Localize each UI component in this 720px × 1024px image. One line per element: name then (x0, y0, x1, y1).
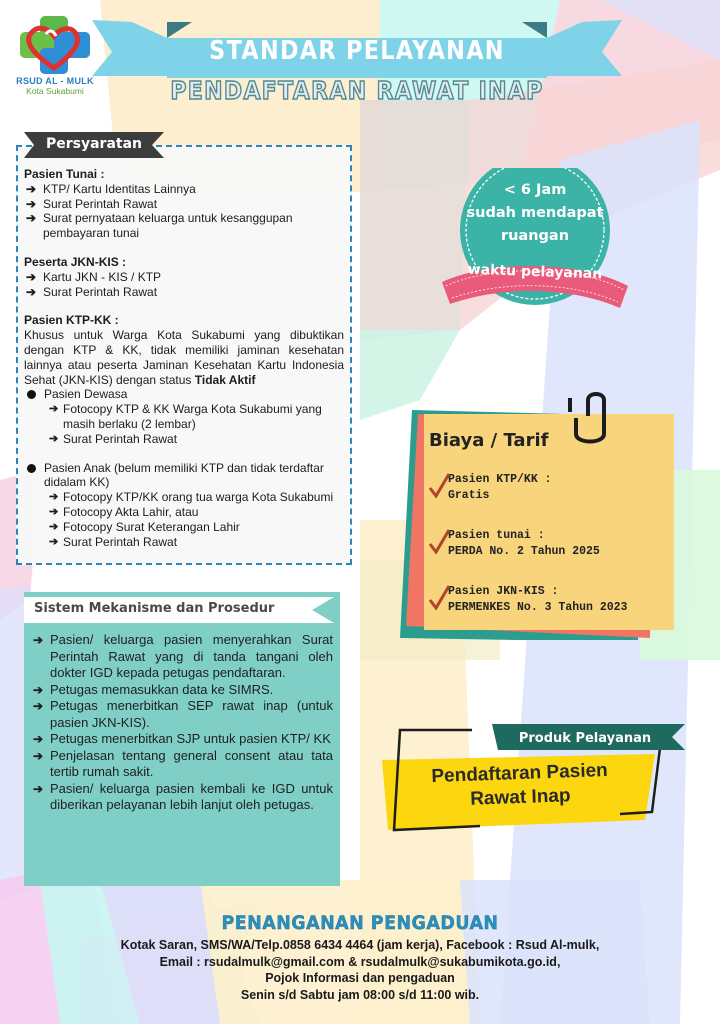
list-item: ➔ Fotocopy KTP & KK Warga Kota Sukabumi yang masih berlaku (2 lembar) (49, 402, 322, 431)
badge-line-3: ruangan (500, 228, 570, 244)
badge-line-1: < 6 Jam (503, 182, 567, 198)
product-title: Pendaftaran Pasien Rawat Inap (431, 759, 609, 810)
arrow-right-icon: ➔ (33, 732, 44, 746)
complaint-title: PENANGANAN PENGADUAN (221, 912, 499, 934)
list-item: ➔ Fotocopy KTP/KK orang tua warga Kota Sukabumi (49, 490, 334, 505)
ktpkk-title: Pasien KTP-KK : (24, 313, 119, 328)
paperclip-icon (568, 390, 618, 450)
list-item: ➔ Kartu JKN - KIS / KTP (26, 269, 162, 284)
badge-ribbon-label: waktu pelayanan (467, 261, 603, 283)
requirements-content (24, 167, 344, 549)
arrow-right-icon: ➔ (49, 403, 59, 416)
logo-city: Kota Sukabumi (26, 86, 84, 96)
logo-name: RSUD AL - MULK (16, 76, 94, 86)
arrow-right-icon: ➔ (49, 432, 59, 445)
complaint-info-desk: Pojok Informasi dan pengaduan (265, 971, 455, 985)
page-subtitle: PENDAFTARAN RAWAT INAP (170, 76, 544, 105)
jkn-title: Peserta JKN-KIS : (24, 254, 127, 269)
arrow-right-icon: ➔ (49, 535, 59, 548)
title-banner (92, 14, 544, 106)
fees-note (400, 390, 700, 640)
complaint-hours: Senin s/d Sabtu jam 08:00 s/d 11:00 wib. (240, 987, 480, 1002)
fee-item: Pasien tunai : PERDA No. 2 Tahun 2025 (428, 528, 600, 560)
service-time-badge (440, 168, 630, 318)
list-item: ➔ Pasien/ keluarga pasien menyerahkan Surat Perintah Rawat yang di tanda tangani oleh dokter IGD kepada petugas pendaftaran. (33, 632, 333, 680)
arrow-right-icon: ➔ (33, 781, 44, 796)
arrow-right-icon: ➔ (49, 520, 59, 533)
list-item: ➔ Petugas memasukkan data ke SIMRS. (33, 681, 274, 697)
logo-cross-heart-icon (10, 12, 100, 78)
list-item: ➔ Fotocopy Surat Keterangan Lahir (49, 519, 240, 534)
complaint-email: Email : rsudalmulk@gmail.com & rsudalmulk@sukabumikota.go.id, (159, 954, 561, 969)
list-item: ➔ Surat Perintah Rawat (26, 284, 158, 299)
arrow-right-icon: ➔ (33, 682, 44, 697)
arrow-right-icon: ➔ (26, 196, 37, 211)
complaint-contact: Kotak Saran, SMS/WA/Telp.0858 6434 4464 (jam kerja), Facebook : Rsud Al-mulk, (120, 938, 600, 952)
hospital-logo (10, 12, 100, 102)
list-item: ➔ Pasien/ keluarga pasien kembali ke IGD untuk diberikan pelayanan lebih lanjut oleh petugas. (33, 780, 333, 812)
fee-item: Pasien JKN-KIS : PERMENKES No. 3 Tahun 2023 (428, 584, 627, 616)
product-panel (380, 720, 700, 840)
ktpkk-description: Khusus untuk Warga Kota Sukabumi yang dibuktikan dengan KTP & KK, tidak memiliki jaminan kesehatan lainnya atau peserta Jaminan Kesehatan Kartu Indonesia Sehat (JKN-KIS) dengan status Tidak Aktif (24, 328, 344, 387)
arrow-right-icon: ➔ (26, 181, 37, 196)
product-tag-label: Produk Pelayanan (518, 731, 652, 746)
arrow-right-icon: ➔ (49, 505, 59, 518)
arrow-right-icon: ➔ (49, 491, 59, 504)
group-adult: Pasien Dewasa (24, 387, 344, 402)
list-item: ➔ Fotocopy Akta Lahir, atau (49, 504, 199, 519)
arrow-right-icon: ➔ (26, 269, 37, 284)
check-icon (428, 584, 450, 610)
bullet-icon (27, 464, 36, 473)
complaint-section (0, 912, 720, 1003)
arrow-right-icon: ➔ (26, 284, 37, 299)
badge-line-2: sudah mendapat (466, 205, 604, 221)
list-item: ➔ KTP/ Kartu Identitas Lainnya (26, 181, 196, 196)
requirements-tag (24, 132, 164, 158)
check-icon (428, 472, 450, 498)
fees-title: Biaya / Tarif (429, 430, 549, 451)
list-item: ➔ Surat Perintah Rawat (26, 196, 158, 211)
list-item: ➔ Petugas menerbitkan SEP rawat inap (untuk pasien JKN-KIS). (33, 698, 333, 730)
list-item: ➔ Penjelasan tentang general consent atau tata tertib rumah sakit. (33, 747, 333, 779)
bullet-icon (27, 390, 36, 399)
procedure-tag (24, 597, 334, 623)
tunai-title: Pasien Tunai : (24, 167, 105, 181)
page-title: STANDAR PELAYANAN (209, 36, 505, 66)
arrow-right-icon: ➔ (26, 211, 37, 226)
procedure-tag-label: Sistem Mekanisme dan Prosedur (34, 601, 275, 616)
arrow-right-icon: ➔ (33, 699, 44, 713)
arrow-right-icon: ➔ (33, 633, 44, 647)
group-child: Pasien Anak (belum memiliki KTP dan tidak terdaftar didalam KK) (24, 461, 344, 491)
list-item: ➔ Surat Perintah Rawat (49, 431, 178, 446)
arrow-right-icon: ➔ (33, 748, 44, 763)
procedure-list (33, 632, 333, 814)
list-item: ➔ Petugas menerbitkan SJP untuk pasien KTP/ KK (33, 731, 331, 746)
check-icon (428, 528, 450, 554)
fee-item: Pasien KTP/KK : Gratis (428, 472, 552, 504)
list-item: ➔ Surat Perintah Rawat (49, 534, 178, 549)
list-item: ➔ Surat pernyataan keluarga untuk kesanggupan pembayaran tunai (26, 211, 293, 241)
requirements-tag-label: Persyaratan (45, 136, 143, 152)
